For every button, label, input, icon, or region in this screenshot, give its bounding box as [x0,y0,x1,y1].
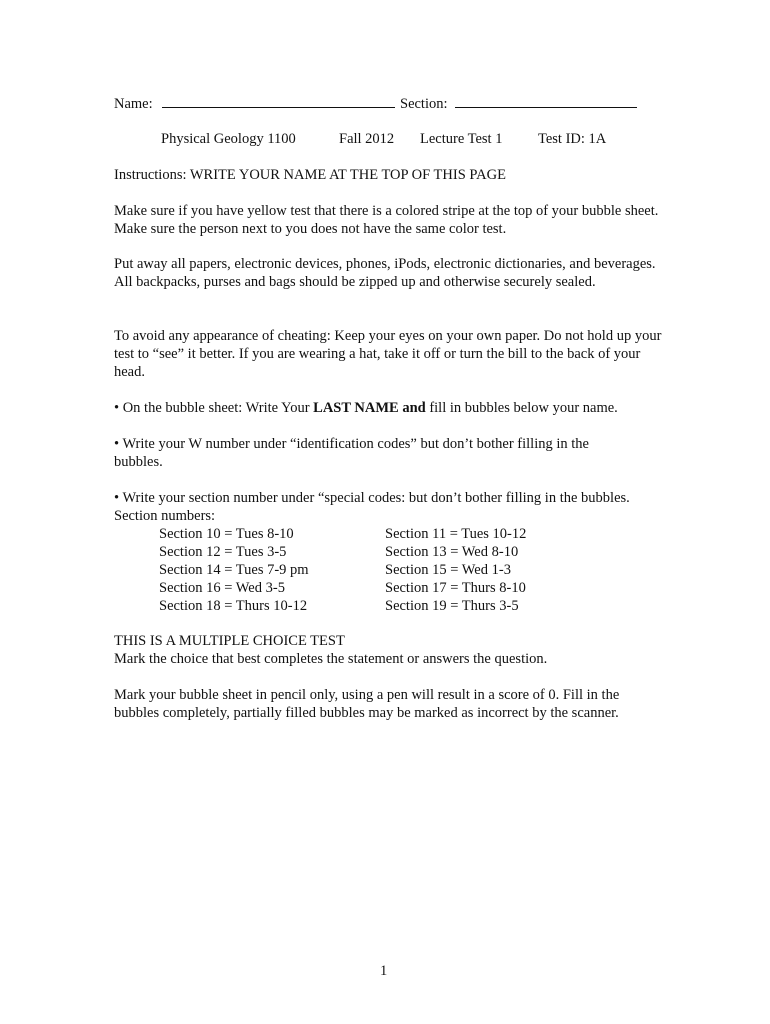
course-term: Fall 2012 [339,131,395,147]
section-entry: Section 10 = Tues 8-10 [159,526,294,542]
test-id: Test ID: 1A [538,131,607,147]
section-entry: Section 16 = Wed 3-5 [159,580,285,596]
section-line [400,93,637,113]
bullet-last-name-pre: • On the bubble sheet: Write Your [114,400,314,416]
section-numbers-label: Section numbers: [114,508,216,524]
multiple-choice-instruction: Mark the choice that best completes the statement or answers the question. [114,651,548,667]
section-entry: Section 11 = Tues 10-12 [385,526,527,542]
section-entry: Section 12 = Tues 3-5 [159,544,287,560]
bullet-last-name-post: fill in bubbles below your name. [425,400,618,416]
yellow-test-paragraph: Make sure if you have yellow test that there is a colored stripe at the top of your bubble sheet. Make sure the person next to you does not have the same color test. [114,203,659,237]
section-entry: Section 13 = Wed 8-10 [385,544,519,560]
put-away-paragraph: Put away all papers, electronic devices, phones, iPods, electronic dictionaries, and beverages. All backpacks, purses and bags should be zipped up and otherwise securely sealed. [114,256,656,290]
bullet-w-number: • Write your W number under “identification codes” but don’t bother filling in the bubbles. [114,436,589,470]
name-label: Name: [114,96,153,112]
section-entry: Section 15 = Wed 1-3 [385,562,511,578]
section-entry: Section 17 = Thurs 8-10 [385,580,526,596]
bullet-last-name-bold: LAST NAME and [313,400,426,416]
section-entry: Section 19 = Thurs 3-5 [385,598,519,614]
section-entry: Section 18 = Thurs 10-12 [159,598,308,614]
page-number: 1 [380,963,388,979]
instructions-heading: Instructions: WRITE YOUR NAME AT THE TOP OF THIS PAGE [114,167,506,183]
test-name: Lecture Test 1 [420,131,503,147]
bullet-last-name [114,399,618,417]
cheating-paragraph: To avoid any appearance of cheating: Keep your eyes on your own paper. Do not hold up your test to “see” it better. If you are wearing a hat, take it off or turn the bill to the back of your head. [114,328,662,380]
pencil-paragraph: Mark your bubble sheet in pencil only, using a pen will result in a score of 0. Fill in the bubbles completely, partially filled bubbles may be marked as incorrect by the scanner. [114,687,620,721]
name-line [114,93,395,113]
section-label: Section: [400,96,448,112]
section-entry: Section 14 = Tues 7-9 pm [159,562,309,578]
multiple-choice-heading: THIS IS A MULTIPLE CHOICE TEST [114,633,345,649]
bullet-section-number: • Write your section number under “special codes: but don’t bother filling in the bubbles. [114,490,630,506]
name-blank[interactable] [162,93,395,108]
course-title: Physical Geology 1100 [161,131,296,147]
section-blank[interactable] [455,93,637,108]
